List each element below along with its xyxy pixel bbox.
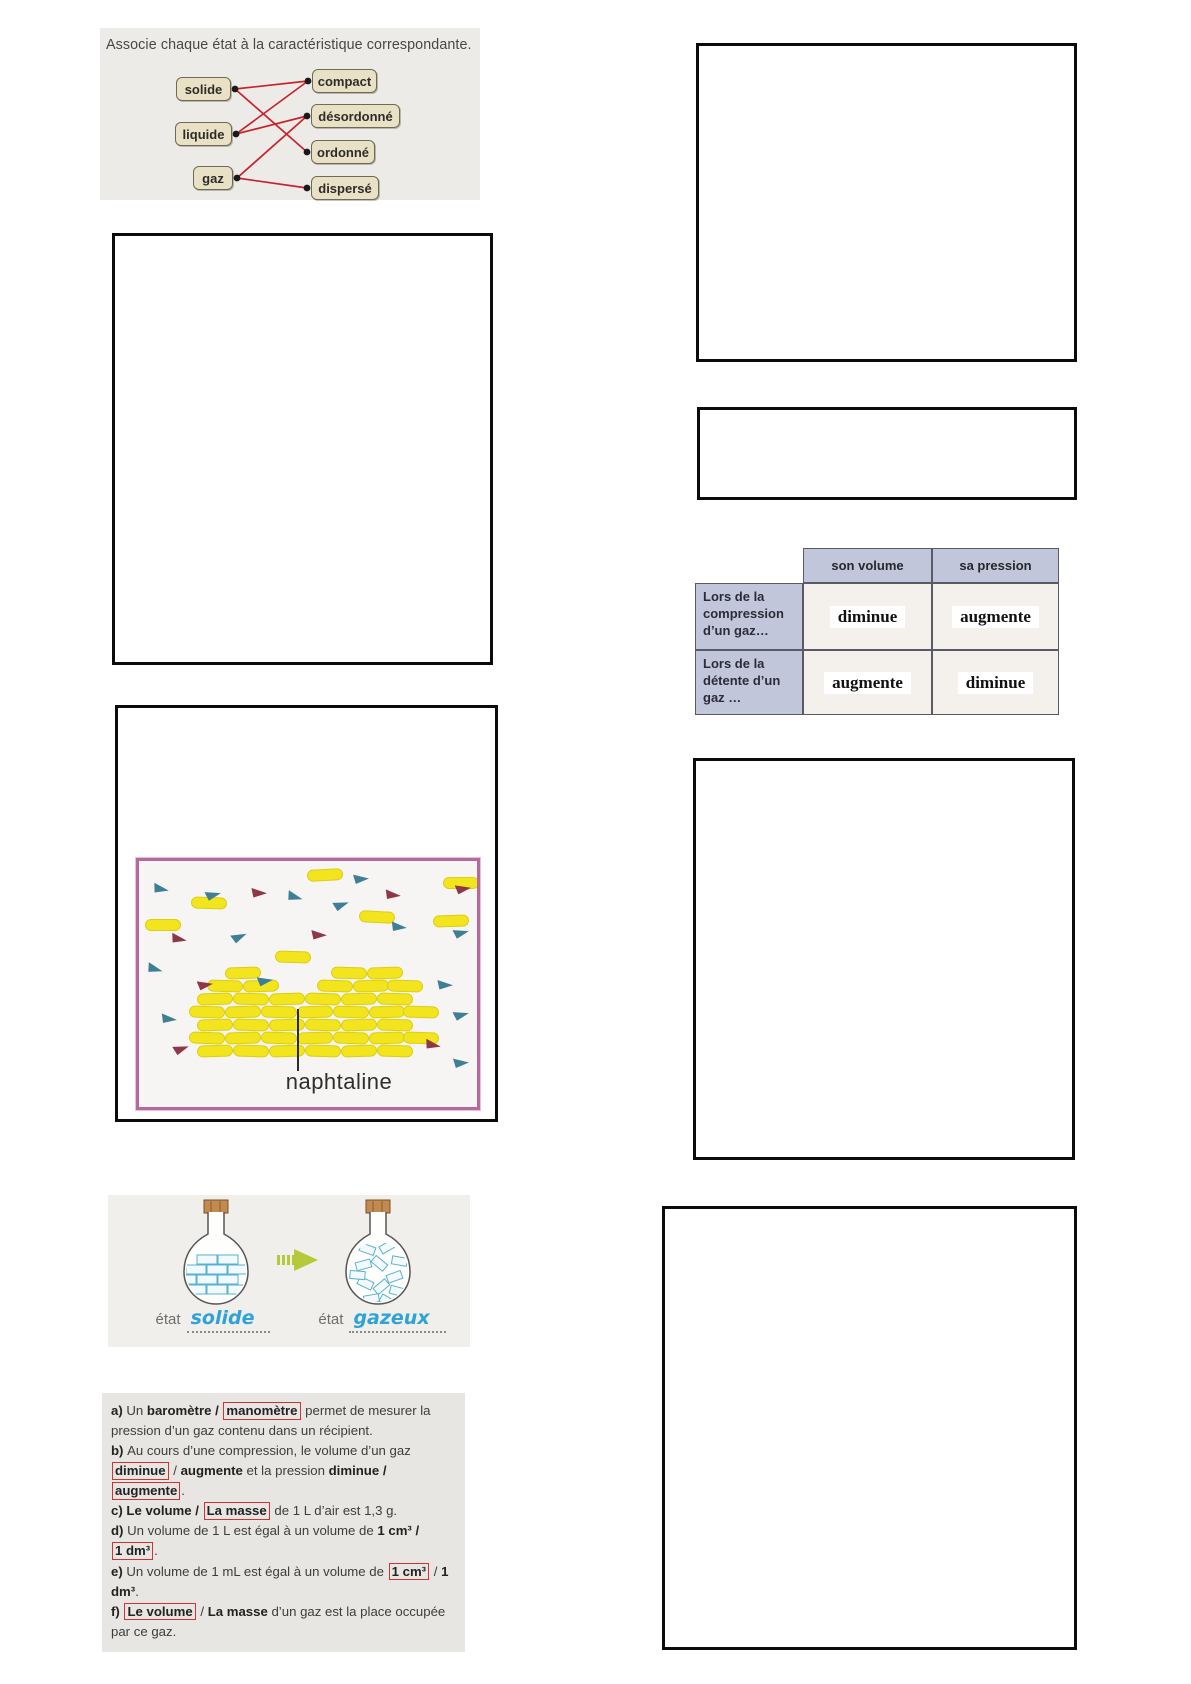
naphtaline-molecule (377, 1018, 413, 1031)
matching-title: Associe chaque état à la caractéristique correspondante. (106, 37, 472, 53)
exercise-text-segment: / (196, 1603, 208, 1619)
naphtaline-molecule (377, 1044, 413, 1057)
naphtaline-molecule (189, 1031, 225, 1044)
air-particle-maroon (251, 886, 268, 898)
table-answer-volume-1-value: augmente (824, 672, 911, 694)
air-particle-teal (286, 889, 305, 905)
air-particle-teal (332, 897, 350, 912)
naphtaline-molecule (197, 992, 233, 1005)
naphtaline-molecule (305, 1044, 341, 1057)
exercise-text-segment: Le volume (124, 1603, 195, 1621)
naphtaline-molecule (331, 966, 367, 979)
exercise-item-c (111, 1501, 456, 1521)
table-answer-volume-0 (803, 583, 932, 650)
naphtaline-molecule (269, 992, 305, 1005)
air-particle-maroon (311, 928, 328, 940)
table-answer-pression-1 (932, 650, 1059, 715)
answer-solide: solide (187, 1307, 271, 1333)
answer-box-right-1 (696, 43, 1077, 362)
naphtaline-molecule (305, 1018, 341, 1031)
naphtaline-molecule (341, 1044, 377, 1057)
exercise-text-segment: . (135, 1583, 139, 1599)
naphtaline-molecule (307, 868, 344, 882)
match-right-ordonné: ordonné (311, 140, 375, 164)
table-answer-pression-0 (932, 583, 1059, 650)
naphtaline-molecule (369, 1031, 405, 1044)
exercise-text-segment: 1 cm³ (389, 1563, 429, 1581)
naphtaline-molecule (225, 1031, 261, 1044)
naphtaline-molecule (275, 950, 311, 963)
answer-box-left-2 (115, 705, 498, 1122)
answer-box-right-4 (662, 1206, 1077, 1650)
exercise-text-segment: diminue / (328, 1463, 387, 1479)
naphtaline-molecule (333, 1031, 369, 1044)
naphtaline-molecule (197, 1044, 233, 1057)
air-particle-teal (437, 978, 454, 990)
answer-gazeux: gazeux (349, 1307, 445, 1333)
air-particle-teal (353, 873, 369, 884)
caption-state-solid (138, 1307, 288, 1329)
exercise-text-segment: b) (111, 1443, 128, 1459)
exercise-text-segment: Un volume de 1 mL est égal à un volume de (126, 1563, 388, 1579)
exercise-text-segment: La masse (204, 1502, 270, 1520)
exercise-text-segment: permet de mesurer la pression d’un gaz contenu dans un récipient. (111, 1403, 431, 1439)
naphtaline-molecule (297, 1005, 333, 1018)
matching-lines (100, 28, 480, 200)
naphtaline-molecule (333, 1005, 369, 1018)
naphtaline-molecule (305, 992, 341, 1005)
table-answer-volume-1 (803, 650, 932, 715)
exercise-text-segment: . (154, 1543, 158, 1559)
transition-arrow-icon (276, 1247, 320, 1273)
table-answer-pression-1-value: diminue (958, 672, 1034, 694)
state-change-figure (108, 1195, 470, 1347)
naphtaline-molecule (297, 1031, 333, 1044)
table-answer-pression-0-value: augmente (952, 606, 1039, 628)
exercise-text-segment: augmente (112, 1482, 180, 1500)
caption-prefix: état (155, 1311, 181, 1328)
exercise-text-segment: d’un gaz est la place occupée par ce gaz. (111, 1603, 446, 1639)
match-right-désordonné: désordonné (311, 104, 400, 128)
match-right-compact: compact (312, 69, 377, 93)
exercise-text-segment: . (181, 1483, 185, 1499)
naphtaline-figure (136, 858, 480, 1110)
answer-box-left-1 (112, 233, 493, 665)
air-particle-teal (230, 929, 249, 945)
air-particle-teal (152, 881, 170, 896)
air-particle-teal (146, 961, 165, 977)
naphtaline-molecule (269, 1018, 305, 1031)
match-left-solide: solide (176, 77, 231, 101)
naphtaline-molecule (433, 914, 469, 927)
table-row-label-1: Lors de la détente d’un gaz … (695, 650, 803, 715)
match-left-liquide: liquide (175, 122, 232, 146)
naphtaline-molecule (369, 1005, 405, 1018)
flask-gas-icon (332, 1199, 424, 1311)
air-particle-teal (452, 926, 470, 940)
exercise-text-segment: f) (111, 1603, 124, 1619)
naphtaline-molecule (269, 1044, 305, 1057)
exercise-text-segment: d) (111, 1523, 128, 1539)
exercise-text-segment: Un volume de 1 L est égal à un volume de (127, 1523, 378, 1539)
exercise-item-b (111, 1441, 456, 1501)
exercise-text-segment: c) (111, 1503, 127, 1519)
exercise-text-segment: a) (111, 1403, 127, 1418)
air-particle-maroon (384, 888, 402, 902)
matching-diagram (100, 28, 480, 200)
exercise-text-segment: La masse (207, 1603, 268, 1619)
caption-state-gas (300, 1307, 464, 1329)
exercise-text-segment: de 1 L d’air est 1,3 g. (270, 1503, 398, 1519)
naphtaline-molecule (261, 1031, 297, 1044)
naphtaline-molecule (225, 966, 261, 979)
naphtaline-molecule (197, 1018, 233, 1031)
exercise-text-segment: 1 cm³ / (377, 1523, 420, 1539)
table-answer-volume-0-value: diminue (830, 606, 906, 628)
naphtaline-molecule (377, 992, 413, 1005)
matching-exercise (100, 28, 480, 200)
naphtaline-label: naphtaline (285, 1069, 393, 1094)
table-row-label-0: Lors de la compression d’un gaz… (695, 583, 803, 650)
match-left-gaz: gaz (193, 166, 233, 190)
exercise-text-segment: e) (111, 1563, 127, 1579)
exercise-item-e (111, 1562, 456, 1602)
exercise-text-segment: baromètre / (146, 1403, 223, 1418)
naphtaline-molecule (225, 1005, 261, 1018)
gas-pressure-table (695, 548, 1059, 715)
flask-solid-icon (170, 1199, 262, 1311)
air-particle-teal (452, 1008, 470, 1022)
exercise-text-segment: / (430, 1563, 442, 1579)
naphtaline-molecule (341, 992, 377, 1005)
exercise-text-segment: Le volume / (126, 1503, 203, 1519)
naphtaline-molecule (317, 979, 353, 992)
naphtaline-molecule (353, 979, 389, 992)
naphtaline-molecule (207, 979, 243, 992)
exercise-text-segment: Au cours d’une compression, le volume d’un gaz (127, 1443, 411, 1459)
exercise-text-segment: Un (126, 1403, 147, 1418)
exercise-item-d (111, 1521, 456, 1561)
answer-box-right-2 (697, 407, 1077, 500)
exercise-text-block (102, 1393, 465, 1652)
naphtaline-molecule (145, 919, 181, 931)
air-particle-teal (160, 1012, 178, 1026)
exercise-text-segment: et la pression (242, 1463, 329, 1479)
table-corner-cell (695, 548, 803, 583)
naphtaline-molecule (233, 1018, 269, 1031)
air-particle-maroon (170, 931, 188, 946)
exercise-text-segment: 1 dm³ (111, 1563, 449, 1599)
exercise-text-segment: diminue (112, 1462, 169, 1480)
pointer-line (297, 1009, 299, 1071)
naphtaline-molecule (403, 1031, 439, 1044)
exercise-text-segment: 1 dm³ (112, 1542, 153, 1560)
naphtaline-molecule (233, 992, 269, 1005)
naphtaline-molecule (189, 1005, 225, 1018)
naphtaline-molecule (387, 979, 423, 992)
exercise-item-a (111, 1401, 456, 1441)
match-right-dispersé: dispersé (311, 176, 379, 200)
air-particle-maroon (172, 1041, 190, 1056)
table-header-pression: sa pression (932, 548, 1059, 583)
naphtaline-molecule (359, 910, 396, 924)
naphtaline-molecule (233, 1044, 269, 1057)
answer-box-right-3 (693, 758, 1075, 1160)
exercise-item-f (111, 1602, 456, 1642)
table-header-volume: son volume (803, 548, 932, 583)
naphtaline-molecule (261, 1005, 297, 1018)
air-particle-teal (453, 1057, 469, 1068)
exercise-text-segment: augmente (180, 1463, 243, 1479)
naphtaline-molecule (403, 1005, 439, 1018)
naphtaline-molecule (341, 1018, 377, 1031)
exercise-text-segment: / (169, 1463, 181, 1479)
exercise-text-segment: manomètre (223, 1402, 300, 1420)
naphtaline-molecule (367, 966, 403, 979)
caption-prefix: état (318, 1311, 344, 1328)
